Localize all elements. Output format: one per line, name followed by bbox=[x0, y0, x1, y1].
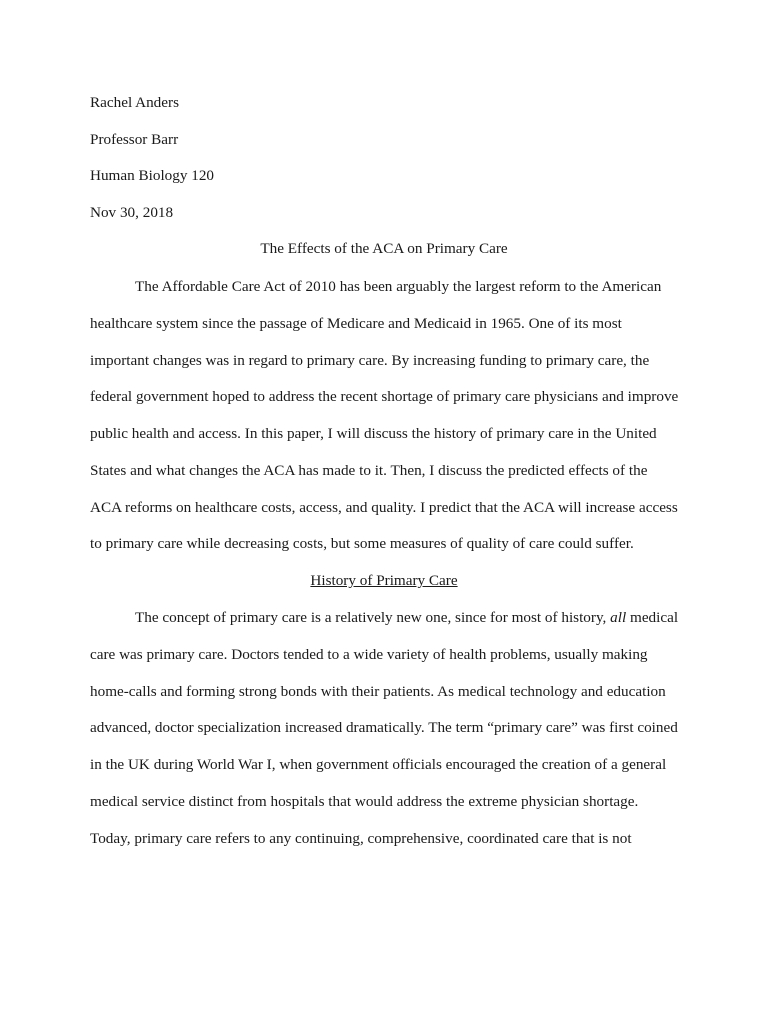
paragraph-line: public health and access. In this paper, I will discuss the history of primary care in the United bbox=[90, 425, 657, 442]
paragraph-line: States and what changes the ACA has made to it. Then, I discuss the predicted effects of the bbox=[90, 461, 648, 479]
history-paragraph bbox=[90, 607, 680, 864]
section-heading: History of Primary Care bbox=[310, 572, 458, 589]
paragraph-line: in the UK during World War I, when government officials encouraged the creation of a general bbox=[90, 756, 667, 773]
emphasized-word: all bbox=[610, 609, 627, 626]
paper-title: The Effects of the ACA on Primary Care bbox=[260, 240, 508, 257]
paper-date: Nov 30, 2018 bbox=[90, 203, 174, 221]
paragraph-line bbox=[90, 607, 680, 644]
line-text: The concept of primary care is a relatively new one, since for most of history, bbox=[135, 609, 611, 626]
paragraph-line: home-calls and forming strong bonds with their patients. As medical technology and education bbox=[90, 682, 666, 700]
intro-paragraph bbox=[90, 276, 680, 570]
paragraph-line: important changes was in regard to primary care. By increasing funding to primary care, the bbox=[90, 351, 650, 369]
paper-header bbox=[90, 92, 690, 238]
course-name: Human Biology 120 bbox=[90, 167, 215, 185]
paragraph-line: Today, primary care refers to any continuing, comprehensive, coordinated care that is not bbox=[90, 829, 632, 847]
paragraph-line: The Affordable Care Act of 2010 has been arguably the largest reform to the American bbox=[135, 278, 662, 295]
professor-name: Professor Barr bbox=[90, 130, 179, 148]
paragraph-line: care was primary care. Doctors tended to a wide variety of health problems, usually making bbox=[90, 645, 648, 663]
paragraph-line: federal government hoped to address the recent shortage of primary care physicians and improve bbox=[90, 388, 679, 406]
paragraph-line: ACA reforms on healthcare costs, access, and quality. I predict that the ACA will increase access bbox=[90, 498, 678, 516]
paragraph-line: advanced, doctor specialization increased dramatically. The term “primary care” was first coined bbox=[90, 719, 678, 737]
paragraph-line: to primary care while decreasing costs, but some measures of quality of care could suffer. bbox=[90, 535, 634, 553]
paragraph-line: medical service distinct from hospitals that would address the extreme physician shortage. bbox=[90, 792, 639, 810]
paragraph-line: healthcare system since the passage of Medicare and Medicaid in 1965. One of its most bbox=[90, 314, 622, 332]
author-name: Rachel Anders bbox=[90, 94, 179, 111]
line-text: medical bbox=[626, 609, 679, 626]
